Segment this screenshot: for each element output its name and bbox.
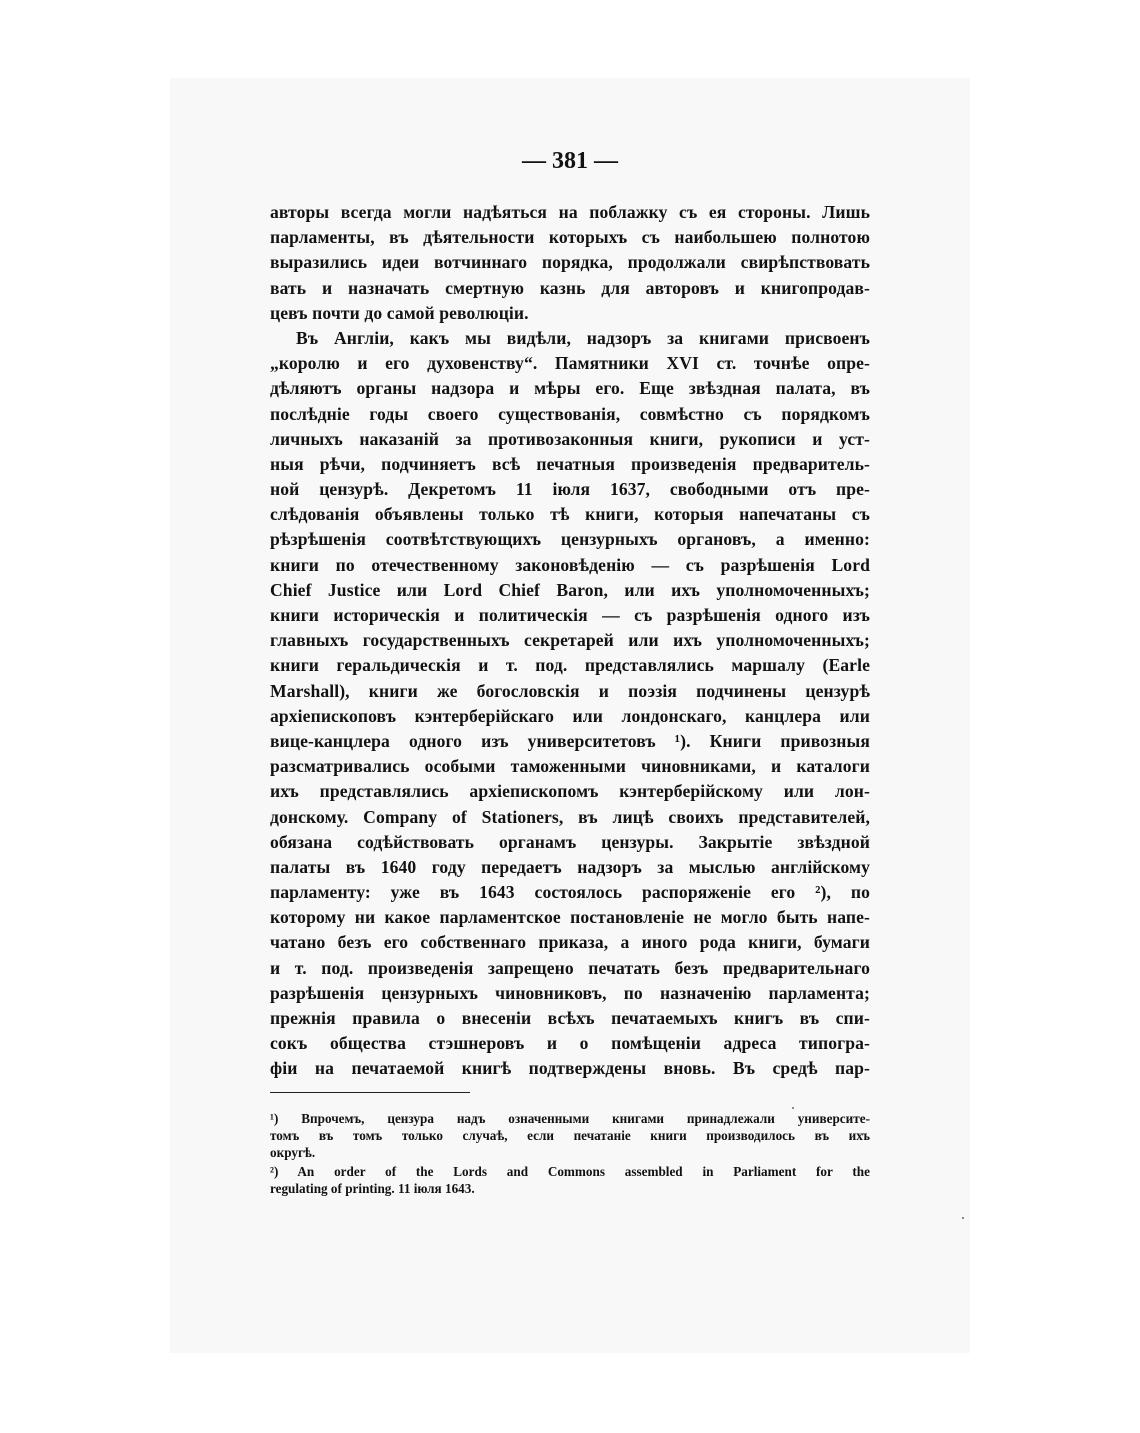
body-line: Chief Justice или Lord Chief Baron, или ихъ уполномоченныхъ; <box>270 579 870 600</box>
body-line: сокъ общества стэшнеровъ и о помѣщеніи адреса типогра- <box>270 1033 870 1054</box>
body-line: личныхъ наказаній за противозаконныя книги, рукописи и уст- <box>270 428 870 449</box>
body-line: слѣдованія объявлены только тѣ книги, которыя напечатаны съ <box>270 504 870 525</box>
body-line: „королю и его духовенству“. Памятники XVI ст. точнѣе опре- <box>270 353 870 374</box>
body-line: вице-канцлера одного изъ университетовъ ¹). Книги привозныя <box>270 730 870 751</box>
body-line: книги историческія и политическія — съ разрѣшенія одного изъ <box>270 605 870 625</box>
page-number: — 381 — <box>522 148 618 174</box>
body-text <box>270 200 870 1082</box>
footnote-line: округѣ. <box>270 1145 316 1160</box>
body-line: книги по отечественному законовѣденію — съ разрѣшенія Lord <box>270 554 870 575</box>
body-line: главныхъ государственныхъ секретарей или ихъ уполномоченныхъ; <box>270 630 870 651</box>
body-line: парламенты, въ дѣятельности которыхъ съ наибольшею полнотою <box>270 227 870 248</box>
body-line: палаты въ 1640 году передаетъ надзоръ за мыслью англійскому <box>270 856 870 877</box>
body-line: чатано безъ его собственнаго приказа, а иного рода книги, бумаги <box>270 932 870 953</box>
body-line: архіепископовъ кэнтерберійскаго или лондонскаго, канцлера или <box>270 705 870 726</box>
body-line: которому ни какое парламентское постановленіе не могло быть напе- <box>270 907 870 928</box>
footnote-divider <box>270 1092 470 1093</box>
scan-speck <box>792 1107 794 1109</box>
body-line: послѣдніе годы своего существованія, совмѣстно съ порядкомъ <box>270 403 870 424</box>
body-line: парламенту: уже въ 1643 состоялось распоряженіе его ²), по <box>270 882 870 903</box>
body-line: ихъ представлялись архіепископомъ кэнтерберійскому или лон- <box>270 781 870 802</box>
body-line: ныя рѣчи, подчиняетъ всѣ печатныя произведенія предваритель- <box>270 453 870 474</box>
body-line: обязана содѣйствовать органамъ цензуры. Закрытіе звѣздной <box>270 831 870 852</box>
body-line: и т. под. произведенія запрещено печатать безъ предварительнаго <box>270 957 870 978</box>
body-line: прежнія правила о внесеніи всѣхъ печатаемыхъ книгъ въ спи- <box>270 1008 870 1028</box>
footnote-line: regulating of printing. 11 іюля 1643. <box>270 1181 475 1196</box>
body-line: ной цензурѣ. Декретомъ 11 іюля 1637, свободными отъ пре- <box>270 479 870 500</box>
body-line: вать и назначать смертную казнь для авторовъ и книгопродав- <box>270 277 870 298</box>
footnote-line: томъ въ томъ только случаѣ, если печатаніе книги производилось въ ихъ <box>270 1128 870 1143</box>
body-line: Marshall), книги же богословскія и поэзія подчинены цензурѣ <box>270 680 870 701</box>
body-line: рѣзрѣшенія соотвѣтствующихъ цензурныхъ органовъ, а именно: <box>270 529 870 550</box>
body-line: авторы всегда могли надѣяться на поблажку съ ея стороны. Лишь <box>270 202 870 222</box>
body-line: цевъ почти до самой революціи. <box>270 302 529 323</box>
body-line: фіи на печатаемой книгѣ подтверждены вновь. Въ средѣ пар- <box>270 1058 870 1079</box>
body-line: выразились идеи вотчиннаго порядка, продолжали свирѣпствовать <box>270 252 870 273</box>
footnote-line: ¹) Впрочемъ, цензура надъ означенными книгами принадлежали университе- <box>270 1111 870 1126</box>
body-line: Въ Англіи, какъ мы видѣли, надзоръ за книгами присвоенъ <box>296 327 870 348</box>
body-line: дѣляютъ органы надзора и мѣры его. Еще звѣздная палата, въ <box>270 378 870 399</box>
footnotes <box>270 1110 870 1197</box>
body-line: донскому. Company of Stationers, въ лицѣ своихъ представителей, <box>270 806 870 827</box>
body-line: книги геральдическія и т. под. представлялись маршалу (Earle <box>270 655 870 676</box>
scan-speck <box>962 1217 964 1219</box>
body-line: разсматривались особыми таможенными чиновниками, и каталоги <box>270 756 870 777</box>
body-line: разрѣшенія цензурныхъ чиновниковъ, по назначенію парламента; <box>270 982 870 1003</box>
footnote-line: ²) An order of the Lords and Commons assembled in Parliament for the <box>270 1164 870 1179</box>
